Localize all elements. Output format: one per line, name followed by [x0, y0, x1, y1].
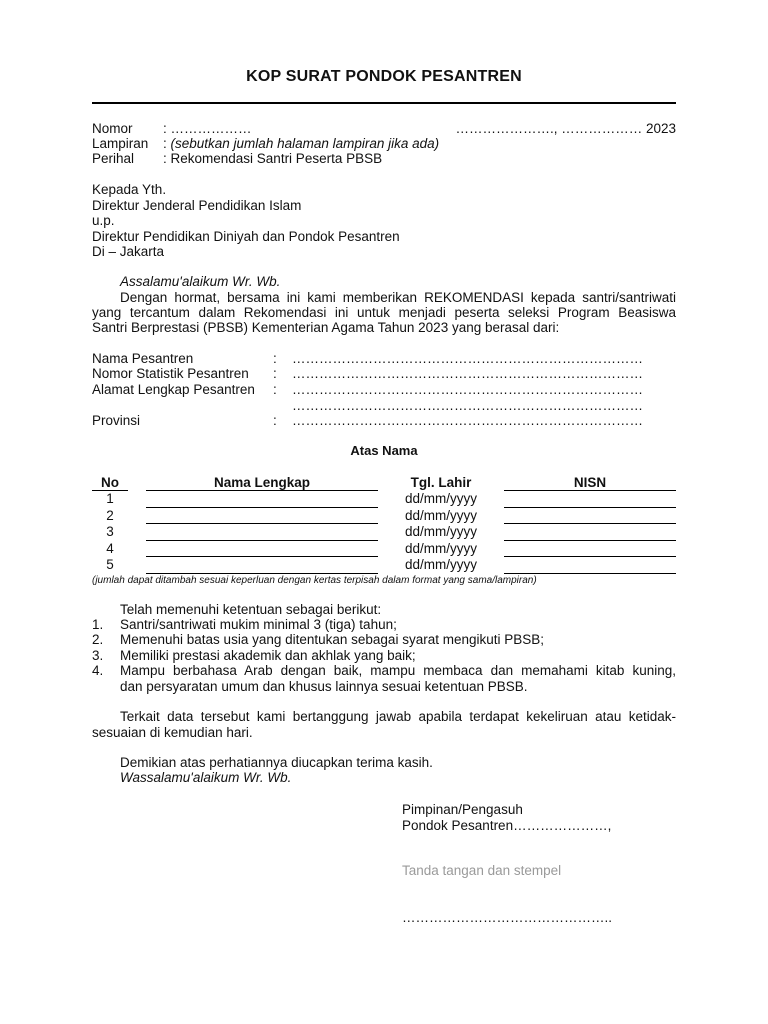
recipient-line: Direktur Jenderal Pendidikan Islam [92, 198, 302, 213]
condition-text: Santri/santriwati mukim minimal 3 (tiga) tahun; [120, 617, 397, 632]
nisn-blank-line [504, 540, 676, 541]
row-birthdate: dd/mm/yyyy [404, 557, 477, 572]
row-birthdate: dd/mm/yyyy [404, 508, 477, 523]
condition-text: Mampu berbahasa Arab dengan baik, mampu membaca dan memahami kitab kuning, [120, 663, 676, 678]
conditions-intro: Telah memenuhi ketentuan sebagai berikut: [120, 602, 382, 617]
header-underline [504, 490, 676, 491]
row-birthdate: dd/mm/yyyy [404, 541, 477, 556]
responsibility-text-continued: sesuaian di kemudian hari. [92, 725, 253, 740]
header-divider [92, 102, 676, 104]
field-label: Nama Pesantren [92, 351, 194, 366]
signatory-name-line: ……………………………………….. [402, 910, 613, 925]
condition-number: 3. [92, 648, 104, 663]
field-colon: : [273, 351, 277, 366]
row-number: 1 [106, 491, 114, 506]
nomor-label: Nomor [92, 121, 133, 136]
field-colon: : [273, 382, 277, 397]
field-value: …………………………………………………………………… [292, 413, 643, 428]
lampiran-label: Lampiran [92, 136, 149, 151]
row-birthdate: dd/mm/yyyy [404, 491, 477, 506]
field-value: …………………………………………………………………… [292, 351, 643, 366]
perihal-value: : Rekomendasi Santri Peserta PBSB [163, 151, 383, 166]
row-number: 3 [106, 524, 114, 539]
letter-date: …………………., ……………… 2023 [455, 121, 676, 136]
table-title: Atas Nama [350, 443, 418, 458]
col-header-nisn: NISN [573, 475, 607, 490]
field-value: …………………………………………………………………… [292, 366, 643, 381]
nomor-value: : ……………… [163, 121, 252, 136]
condition-number: 2. [92, 632, 104, 647]
nisn-blank-line [504, 507, 676, 508]
field-value: …………………………………………………………………… [292, 382, 643, 397]
responsibility-text: Terkait data tersebut kami bertanggung jawab apabila terdapat kekeliruan atau ketidak- [120, 709, 676, 724]
recipient-line: Kepada Yth. [92, 182, 167, 197]
recipient-line: Di – Jakarta [92, 244, 165, 259]
closing-salam: Wassalamu'alaikum Wr. Wb. [120, 770, 292, 785]
letter-title: KOP SURAT PONDOK PESANTREN [246, 68, 522, 85]
signatory-title: Pimpinan/Pengasuh [402, 802, 523, 817]
table-note: (jumlah dapat ditambah sesuai keperluan dengan kertas terpisah dalam format yang sama/lampiran) [92, 575, 537, 586]
signature-placeholder: Tanda tangan dan stempel [402, 863, 562, 878]
intro-line: yang tercantum dalam Rekomendasi ini untuk menjadi peserta seleksi Program Beasiswa [92, 305, 676, 320]
condition-number: 1. [92, 617, 104, 632]
recipient-line: u.p. [92, 213, 115, 228]
intro-line: Dengan hormat, bersama ini kami memberikan REKOMENDASI kepada santri/santriwati [120, 290, 676, 305]
row-number: 2 [106, 508, 114, 523]
field-label: Provinsi [92, 413, 141, 428]
field-label: Nomor Statistik Pesantren [92, 366, 249, 381]
condition-number: 4. [92, 663, 104, 678]
perihal-label: Perihal [92, 151, 135, 166]
condition-text: Memiliki prestasi akademik dan akhlak yang baik; [120, 648, 416, 663]
field-value: …………………………………………………………………… [292, 398, 643, 413]
col-header-no: No [101, 475, 119, 490]
col-header-tgl: Tgl. Lahir [410, 475, 472, 490]
nama-blank-line [146, 507, 378, 508]
greeting: Assalamu'alaikum Wr. Wb. [120, 274, 281, 289]
row-birthdate: dd/mm/yyyy [404, 524, 477, 539]
col-header-nama: Nama Lengkap [213, 475, 311, 490]
lampiran-value: : (sebutkan jumlah halaman lampiran jika ada) [163, 136, 440, 151]
nama-blank-line [146, 556, 378, 557]
nama-blank-line [146, 523, 378, 524]
thanks-text: Demikian atas perhatiannya diucapkan terima kasih. [120, 755, 433, 770]
condition-text: Memenuhi batas usia yang ditentukan sebagai syarat mengikuti PBSB; [120, 632, 544, 647]
nisn-blank-line [504, 523, 676, 524]
condition-text-continued: dan persyaratan umum dan khusus lainnya sesuai ketentuan PBSB. [120, 679, 528, 694]
nama-blank-line [146, 540, 378, 541]
row-number: 4 [106, 541, 114, 556]
field-colon: : [273, 413, 277, 428]
row-number: 5 [106, 557, 114, 572]
intro-line: Santri Berprestasi (PBSB) Kementerian Agama Tahun 2023 yang berasal dari: [92, 320, 560, 335]
header-underline [146, 490, 378, 491]
field-label: Alamat Lengkap Pesantren [92, 382, 255, 397]
nisn-blank-line [504, 556, 676, 557]
field-colon: : [273, 366, 277, 381]
recipient-line: Direktur Pendidikan Diniyah dan Pondok Pesantren [92, 229, 400, 244]
signatory-pesantren: Pondok Pesantren…………………, [402, 818, 612, 833]
